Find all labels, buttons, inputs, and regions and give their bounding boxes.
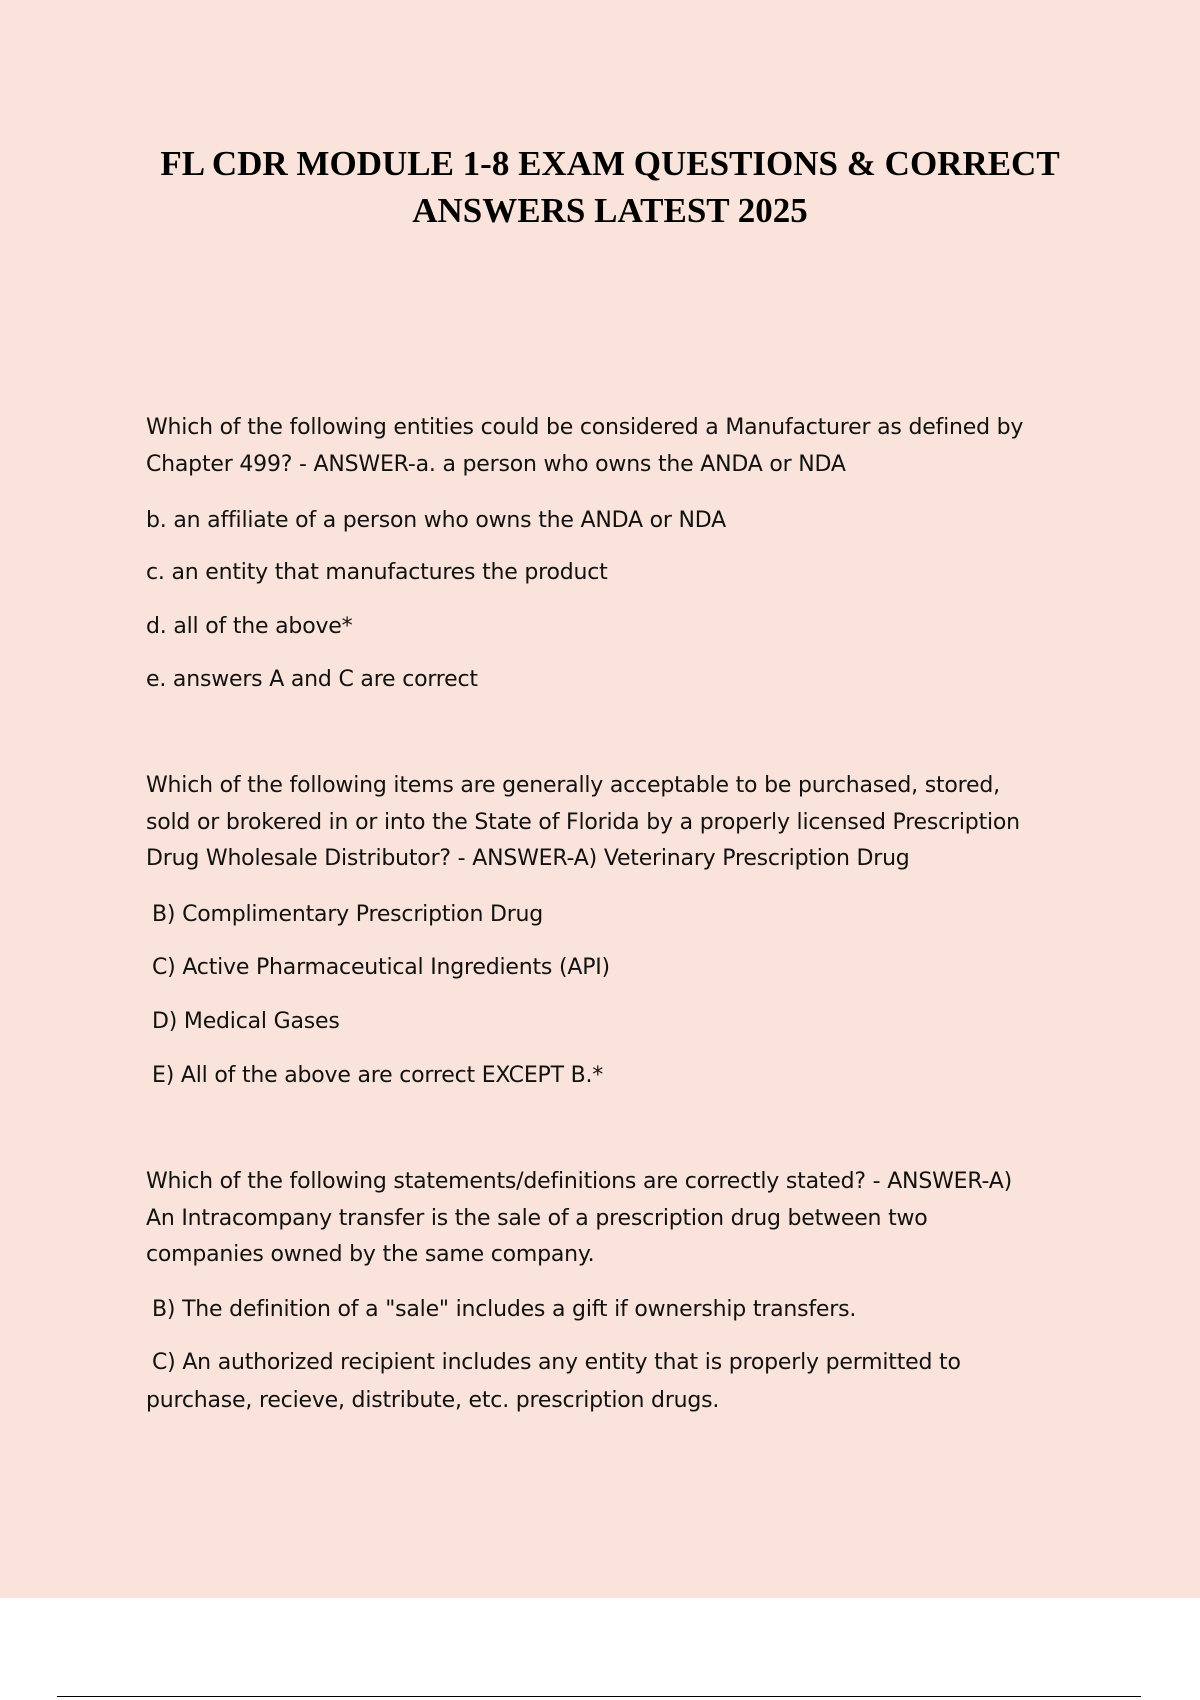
question-3-stem-line-2: An Intracompany transfer is the sale of a prescription drug between two [146, 1205, 928, 1231]
question-2-option-e: E) All of the above are correct EXCEPT B.* [152, 1063, 604, 1088]
question-3-option-c-line-1: C) An authorized recipient includes any entity that is properly permitted to [152, 1350, 961, 1375]
question-1-option-d: d. all of the above* [146, 614, 353, 639]
question-1-option-e: e. answers A and C are correct [146, 667, 478, 692]
question-2-stem [146, 768, 1106, 878]
footer-divider [57, 1696, 1141, 1697]
question-3-stem-line-3: companies owned by the same company. [146, 1242, 595, 1267]
document-title [140, 140, 1080, 234]
question-2-option-c: C) Active Pharmaceutical Ingredients (API) [152, 955, 610, 980]
question-1-option-c: c. an entity that manufactures the product [146, 560, 608, 585]
question-2-stem-line-2: sold or brokered in or into the State of Florida by a properly licensed Prescription [146, 809, 1020, 835]
question-3-option-c [146, 1344, 1106, 1420]
question-1-stem-line-2: Chapter 499? - ANSWER-a. a person who owns the ANDA or NDA [146, 451, 846, 477]
question-1-stem [146, 410, 1106, 483]
question-1-option-b: b. an affiliate of a person who owns the ANDA or NDA [146, 508, 726, 533]
question-2-stem-line-1: Which of the following items are generally acceptable to be purchased, stored, [146, 773, 1000, 798]
question-1-stem-line-1: Which of the following entities could be considered a Manufacturer as defined by [146, 415, 1024, 440]
document-title-text: FL CDR MODULE 1-8 EXAM QUESTIONS & CORRECT ANSWERS LATEST 2025 [160, 144, 1060, 230]
question-2-option-b: B) Complimentary Prescription Drug [152, 902, 544, 927]
question-2-option-d: D) Medical Gases [152, 1009, 340, 1034]
question-3-option-b: B) The definition of a "sale" includes a gift if ownership transfers. [152, 1297, 857, 1322]
question-3-option-c-line-2: purchase, recieve, distribute, etc. prescription drugs. [146, 1388, 720, 1413]
question-2-stem-line-3: Drug Wholesale Distributor? - ANSWER-A) Veterinary Prescription Drug [146, 846, 910, 871]
question-3-stem [146, 1164, 1106, 1274]
question-3-stem-line-1: Which of the following statements/definitions are correctly stated? - ANSWER-A) [146, 1169, 1013, 1194]
